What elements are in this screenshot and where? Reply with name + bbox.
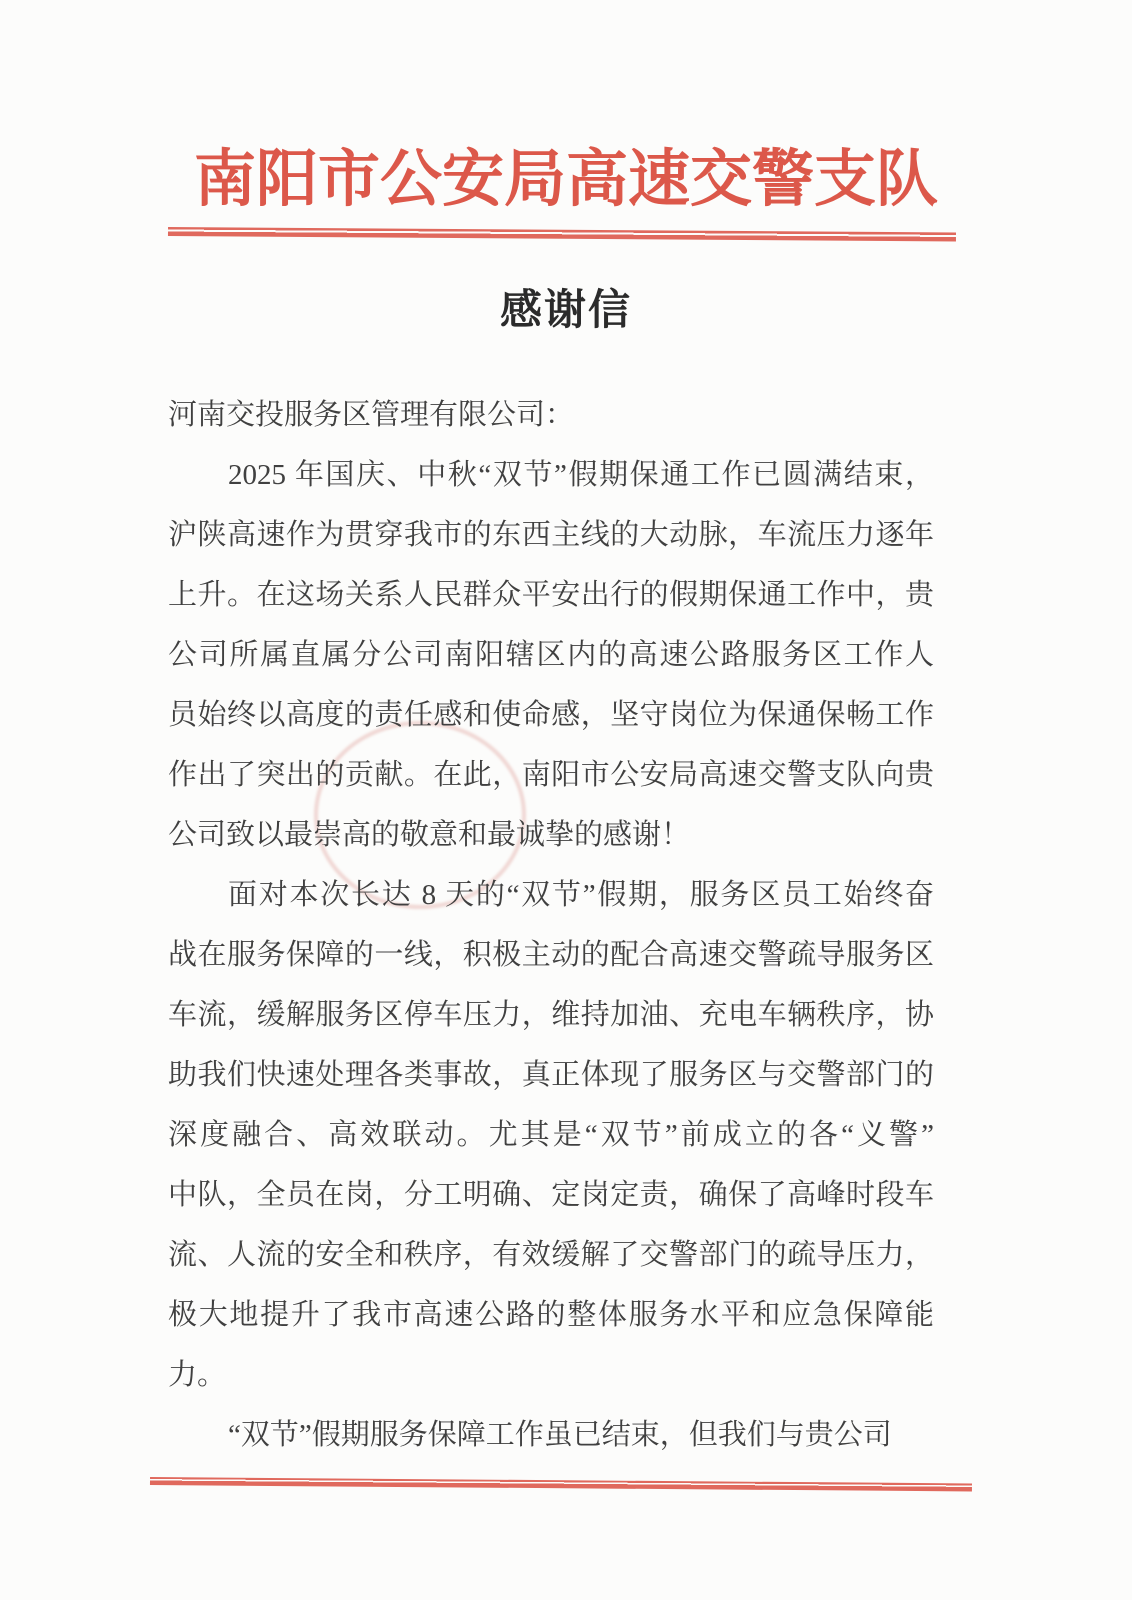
body-line: 助我们快速处理各类事故，真正体现了服务区与交警部门的 <box>168 1059 934 1091</box>
body-line: “双节”假期服务保障工作虽已结束，但我们与贵公司 <box>228 1419 892 1451</box>
body-line: 面对本次长达 8 天的“双节”假期，服务区员工始终奋 <box>228 879 934 911</box>
letterhead-agency-title: 南阳市公安局高速交警支队 <box>193 146 938 214</box>
salutation-line: 河南交投服务区管理有限公司： <box>168 399 575 431</box>
letter-title: 感谢信 <box>499 288 632 334</box>
body-line: 作出了突出的贡献。在此，南阳市公安局高速交警支队向贵 <box>168 759 934 791</box>
footer-rule <box>150 1477 972 1491</box>
body-line: 车流，缓解服务区停车压力，维持加油、充电车辆秩序，协 <box>168 999 934 1031</box>
body-line: 员始终以高度的责任感和使命感，坚守岗位为保通保畅工作 <box>168 699 934 731</box>
body-line: 2025 年国庆、中秋“双节”假期保通工作已圆满结束， <box>228 459 934 491</box>
letter-body <box>168 385 934 1465</box>
body-line: 公司所属直属分公司南阳辖区内的高速公路服务区工作人 <box>168 639 934 671</box>
body-line: 沪陕高速作为贯穿我市的东西主线的大动脉，车流压力逐年 <box>168 519 934 551</box>
body-line: 力。 <box>168 1359 227 1391</box>
body-line: 战在服务保障的一线，积极主动的配合高速交警疏导服务区 <box>168 939 934 971</box>
body-line: 极大地提升了我市高速公路的整体服务水平和应急保障能 <box>168 1299 934 1331</box>
body-line: 公司致以最崇高的敬意和最诚挚的感谢！ <box>168 819 691 851</box>
letterhead-double-rule <box>168 227 956 242</box>
body-line: 深度融合、高效联动。尤其是“双节”前成立的各“义警” <box>168 1119 934 1151</box>
body-line: 流、人流的安全和秩序，有效缓解了交警部门的疏导压力， <box>168 1239 934 1271</box>
body-line: 中队，全员在岗，分工明确、定岗定责，确保了高峰时段车 <box>168 1179 934 1211</box>
body-line: 上升。在这场关系人民群众平安出行的假期保通工作中，贵 <box>168 579 934 611</box>
